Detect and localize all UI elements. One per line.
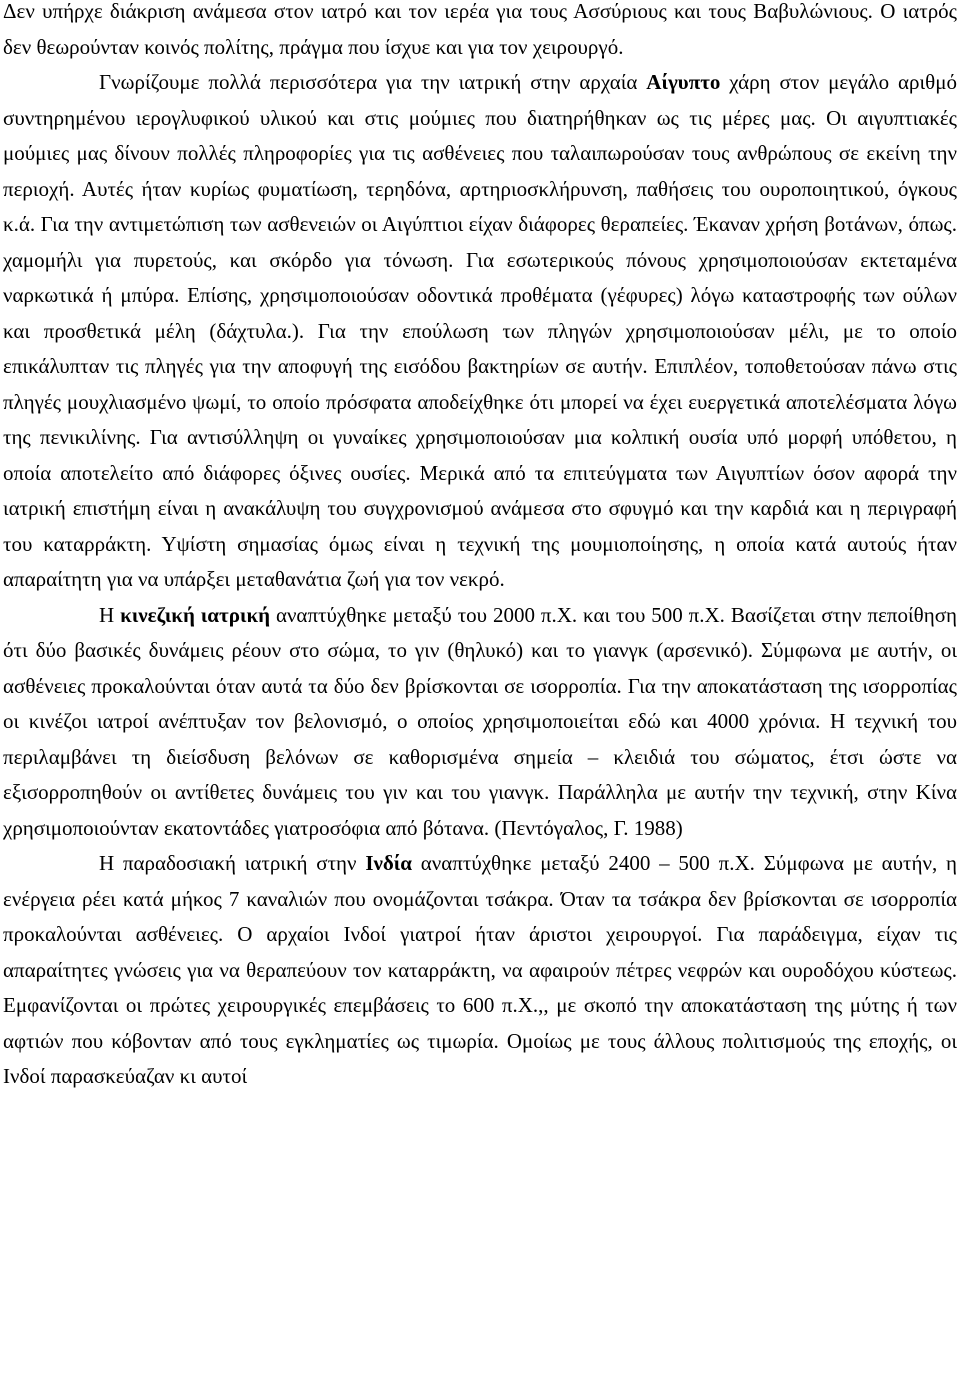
paragraph-text: χάρη στον μεγάλο αριθμό συντηρημένου ιερογλυφικού υλικού και στις μούμιες που διατηρήθηκαν ως τις μέρες μας. Οι αιγυπτιακές μούμιες μας δίνουν πολλές πληροφορίες για τις ασθένειες που ταλαιπωρούσαν τους ανθρώπους σε εκείνη την περιοχή. Αυτές ήταν κυρίως φυματίωση, τερηδόνα, αρτηριοσκλήρυνση, παθήσεις του ουροποιητικού, όγκους κ.ά. Για την αντιμετώπιση των ασθενειών οι Αιγύπτιοι είχαν διάφορες θεραπείες. Έκαναν χρήση βοτάνων, όπως. χαμομήλι για πυρετούς, και σκόρδο για τόνωση. Για εσωτερικούς πόνους χρησιμοποιούσαν εκτεταμένα ναρκωτικά ή μπύρα. Επίσης, χρησιμοποιούσαν οδοντικά προθέματα (γέφυρες) λόγω καταστροφής των ούλων και προσθετικά μέλη (δάχτυλα.). Για την επούλωση των πληγών χρησιμοποιούσαν μέλι, με το οποίο επικάλυπταν τις πληγές για την αποφυγή της εισόδου βακτηρίων σε αυτήν. Επιπλέον, τοποθετούσαν πάνω στις πληγές μουχλιασμένο ψωμί, το οποίο πρόσφατα αποδείχθηκε ότι μπορεί να έχει ευεργετικά αποτελέσματα λόγω της πενικιλίνης. Για αντισύλληψη οι γυναίκες χρησιμοποιούσαν μια κολπική ουσία υπό μορφή υπόθετου, η οποία αποτελείτο από διάφορες όξινες ουσίες. Μερικά από τα επιτεύγματα των Αιγυπτίων όσον αφορά την ιατρική επιστήμη είναι η ανακάλυψη του συγχρονισμού ανάμεσα στο σφυγμό και την καρδιά και η περιγραφή του καταρράκτη. Υψίστη σημασίας όμως είναι η τεχνική της μουμιοποίησης, η οποία κατά αυτούς ήταν απαραίτητη για να υπάρξει μεταθανάτια ζωή για τον νεκρό. (3, 70, 957, 591)
paragraph-text: Η (99, 602, 121, 627)
bold-term-india: Ινδία (365, 851, 413, 875)
paragraph-text: αναπτύχθηκε μεταξύ 2400 – 500 π.Χ. Σύμφωνα με αυτήν, η ενέργεια ρέει κατά μήκος 7 καναλιών που ονομάζονται τσάκρα. Όταν τα τσάκρα δεν βρίσκονται σε ισορροπία προκαλούνται ασθένειες. Ο αρχαίοι Ινδοί γιατροί ήταν άριστοι χειρουργοί. Για παράδειγμα, είχαν τις απαραίτητες γνώσεις για να θεραπεύουν τον καταρράκτη, να αφαιρούν πέτρες νεφρών και ουροδόχου κύστεως. Εμφανίζονται οι πρώτες χειρουργικές επεμβάσεις το 600 π.Χ.,, με σκοπό την αποκατάσταση της μύτης ή των αφτιών που κόβονταν από τους εγκληματίες ως τιμωρία. Ομοίως με τους άλλους πολιτισμούς της εποχής, οι Ινδοί παρασκεύαζαν κι αυτοί (3, 851, 957, 1088)
bold-term-chinese-medicine: κινεζική ιατρική (120, 602, 271, 627)
paragraph-text: αναπτύχθηκε μεταξύ του 2000 π.Χ. και του 500 π.Χ. Βασίζεται στην πεποίθηση ότι δύο βασικές δυνάμεις ρέουν στο σώμα, το γιν (θηλυκό) και το γιανγκ (αρσενικό). Σύμφωνα με αυτήν, οι ασθένειες προκαλούνται όταν αυτά τα δύο δεν βρίσκονται σε ισορροπία. Για την αποκατάσταση της ισορροπίας οι κινέζοι ιατροί ανέπτυξαν τον βελονισμό, ο οποίος χρησιμοποιείται εδώ και 4000 χρόνια. Η τεχνική του περιλαμβάνει τη διείσδυση βελόνων σε καθορισμένα σημεία – κλειδιά του σώματος, έτσι ώστε να εξισορροπηθούν οι αντίθετες δυνάμεις του γιν και του γιανγκ. Παράλληλα με αυτήν την τεχνική, στην Κίνα χρησιμοποιούνταν εκατοντάδες γιατροσόφια από βότανα. (Πεντόγαλος, Γ. 1988) (3, 602, 957, 840)
paragraph-chinese-medicine (3, 598, 957, 847)
paragraph-text: Η παραδοσιακή ιατρική στην (99, 851, 366, 875)
paragraph-egypt (3, 65, 957, 598)
paragraph-text: Δεν υπήρχε διάκριση ανάμεσα στον ιατρό και τον ιερέα για τους Ασσύριους και τους Βαβυλώνιους. Ο ιατρός δεν θεωρούνταν κοινός πολίτης, πράγμα που ίσχυε και για τον χειρουργό. (3, 0, 957, 59)
paragraph-text: Γνωρίζουμε πολλά περισσότερα για την ιατρική στην αρχαία (99, 70, 647, 94)
paragraph-india (3, 846, 957, 1095)
bold-term-egypt: Αίγυπτο (646, 70, 721, 94)
paragraph-assyrians (3, 0, 957, 65)
